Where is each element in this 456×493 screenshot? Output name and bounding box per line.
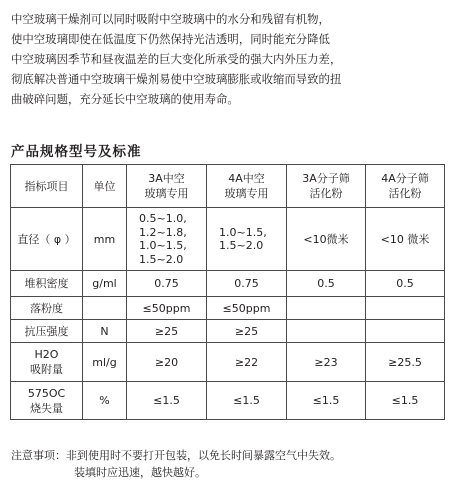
intro-line: 中空玻璃干燥剂可以同时吸附中空玻璃中的水分和残留有机物，: [11, 12, 330, 26]
intro-line: 彻底解决普通中空玻璃干燥剂易使中空玻璃膨胀或收缩而导致的扭: [11, 72, 342, 86]
cell-4a-powder: ≤1.5: [366, 382, 445, 420]
table-row: [11, 382, 445, 420]
cell-4a-powder: ≥25.5: [366, 343, 445, 382]
cell-3a-glass: ≤1.5: [127, 382, 207, 420]
row-unit: N: [83, 320, 127, 343]
row-label: 落粉度: [11, 297, 83, 320]
cell-4a-powder: [366, 297, 445, 320]
intro-line: 中空玻璃因季节和昼夜温差的巨大变化所承受的强大内外压力差，: [11, 52, 342, 66]
table-row: [11, 297, 445, 320]
header-3a-powder: 3A分子筛 活化粉: [287, 165, 366, 208]
section-heading: 产品规格型号及标准: [11, 144, 142, 160]
cell-4a-glass: ≥22: [207, 343, 287, 382]
notes: [11, 447, 341, 481]
cell-3a-glass: 0.5~1.0, 1.2~1.8, 1.0~1.5, 1.5~2.0: [127, 208, 207, 271]
intro-line: 曲破碎问题，充分延长中空玻璃的使用寿命。: [11, 92, 239, 106]
row-label: H2O 吸附量: [11, 343, 83, 382]
table-header-row: [11, 165, 445, 208]
table-row: [11, 343, 445, 382]
header-4a-glass: 4A中空 玻璃专用: [207, 165, 287, 208]
cell-3a-powder: <10微米: [287, 208, 366, 271]
row-unit: %: [83, 382, 127, 420]
cell-4a-glass: ≤1.5: [207, 382, 287, 420]
spec-table: [10, 164, 445, 420]
cell-3a-powder: 0.5: [287, 271, 366, 297]
cell-3a-glass: ≥20: [127, 343, 207, 382]
row-unit: [83, 297, 127, 320]
header-4a-powder: 4A分子筛 活化粉: [366, 165, 445, 208]
table-row: [11, 320, 445, 343]
table-row: [11, 208, 445, 271]
row-label: 抗压强度: [11, 320, 83, 343]
row-label: 575OC 烧失量: [11, 382, 83, 420]
header-unit: 单位: [83, 165, 127, 208]
notes-line: 注意事项：非到使用时不要打开包装，以免长时间暴露空气中失效。: [11, 449, 341, 462]
cell-3a-powder: ≤1.5: [287, 382, 366, 420]
cell-3a-glass: ≥25: [127, 320, 207, 343]
notes-line: 装填时应迅速，越快越好。: [74, 466, 206, 479]
intro-line: 使中空玻璃即使在低温度下仍然保持光洁透明，同时能充分降低: [11, 32, 330, 46]
intro-paragraph: [11, 9, 451, 109]
cell-4a-powder: 0.5: [366, 271, 445, 297]
cell-3a-glass: 0.75: [127, 271, 207, 297]
cell-4a-glass: ≥25: [207, 320, 287, 343]
cell-3a-glass: ≤50ppm: [127, 297, 207, 320]
row-unit: g/ml: [83, 271, 127, 297]
cell-4a-powder: <10 微米: [366, 208, 445, 271]
row-unit: mm: [83, 208, 127, 271]
header-3a-glass: 3A中空 玻璃专用: [127, 165, 207, 208]
row-unit: ml/g: [83, 343, 127, 382]
header-item: 指标项目: [11, 165, 83, 208]
cell-4a-glass: 1.0~1.5, 1.5~2.0: [207, 208, 287, 271]
cell-3a-powder: ≥23: [287, 343, 366, 382]
row-label: 直径（ φ ）: [11, 208, 83, 271]
cell-4a-glass: 0.75: [207, 271, 287, 297]
cell-3a-powder: [287, 320, 366, 343]
cell-4a-powder: [366, 320, 445, 343]
cell-4a-glass: ≤50ppm: [207, 297, 287, 320]
table-row: [11, 271, 445, 297]
cell-3a-powder: [287, 297, 366, 320]
row-label: 堆积密度: [11, 271, 83, 297]
